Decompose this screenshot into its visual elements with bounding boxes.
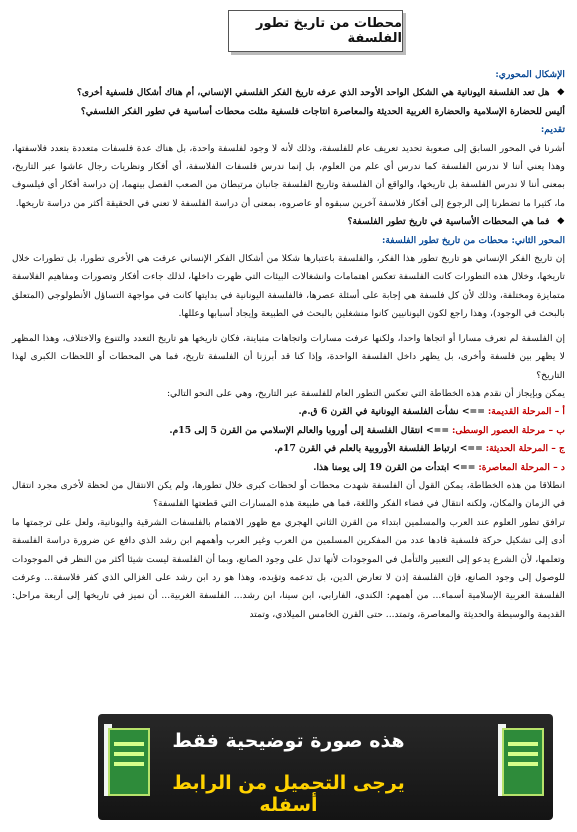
page-title: محطات من تاريخ تطور الفلسفة xyxy=(228,10,403,52)
intro-heading: تقديم: xyxy=(540,124,565,136)
phase-item xyxy=(12,422,565,440)
question-1-text: هل تعد الفلسفة اليونانية هي الشكل الواحد الأوحد الذي عرفه تاريخ الفكر الفلسفي الإنساني، أم هناك أشكال فلسفية أخرى؟ xyxy=(77,87,550,99)
book-right-icon xyxy=(498,724,544,796)
phase-text: ==> ارتباط الفلسفة الأوروبية بالعلم في القرن 17م. xyxy=(274,443,483,455)
phase-item xyxy=(12,459,565,477)
banner-notice-text: هذه صورة توضيحية فقط xyxy=(172,730,405,752)
phase-text: ==> انتقال الفلسفة إلى أوروبا والعالم الإسلامي من القرن 5 إلى 15م. xyxy=(169,424,450,436)
phase-item xyxy=(12,403,565,421)
document-body xyxy=(12,66,565,624)
phase-label: ج – المرحلة الحديثة: xyxy=(485,443,565,455)
intro-paragraph: أشرنا في المحور السابق إلى صعوبة تحديد تعريف عام للفلسفة، وذلك لأنه لا وجود لفلسفة واحدة، بل هناك عدة فلسفات متعددة بتعدد فلاسفتها، وهذا يعني أننا لا ندرس الفلسفة كما ندرس أي علم من العلوم، بل إنما ندرس فلسفات الفلاسفة، أي أفكار ونظريات رجال عاشوا عبر التاريخ، بمعنى أننا لا ندرس الفلسفة بل تاريخها، والواقع أن الفلسفة وتاريخ الفلسفة جانبان مرتبطان من الصعب الفصل بينهما، إن دراسة أفكار أي فيلسوف ما، كثيرا ما تضطرنا إلى الرجوع إلى أفكار فلاسفة آخرين سبقوه أو عاصروه، بمعنى أن دراسة الفلسفة لا تعني في الحقيقة أكثر من دراسة تاريخها. xyxy=(12,142,565,209)
banner-download-text: يرجى التحميل من الرابط أسفله xyxy=(172,772,405,816)
phase-text: ==> نشأت الفلسفة اليونانية في القرن 6 ق.م. xyxy=(298,406,485,418)
phase-label: أ – المرحلة القديمة: xyxy=(487,406,565,418)
phase-label: د – المرحلة المعاصرة: xyxy=(478,461,565,473)
book-left-icon xyxy=(104,724,150,796)
phase-label: ب – مرحلة العصور الوسطى: xyxy=(452,424,565,436)
axis2-paragraph-1: إن تاريخ الفكر الإنساني هو تاريخ تطور هذا الفكر، والفلسفة باعتبارها شكلا من أشكال الفكر الإنساني عرفت هي الأخرى تطورا، بل تطورات خلال تاريخها، وخلال هذه التطورات كانت الفلسفة تعكس اهتمامات وانشغالات البيئات التي ظهرت داخلها، لذلك جاءت أفكار وتصورات ومفاهيم الفلاسفة متمايزة ومختلفة، وذلك لأن كل فلسفة هي إجابة على أسئلة عصرها، فالفلسفة اليونانية في بدايتها كانت في مواجهة التساؤل الأنطولوجي (المتعلق بالبحث في الوجود)، وهذا راجع لكون اليونانيين كانوا منشغلين بالبحث في الطبيعة وإيجاد أسبابها وعللها. xyxy=(12,253,565,320)
central-question-1 xyxy=(12,84,565,102)
phase-text: ==> ابتدأت من القرن 19 إلى يومنا هذا. xyxy=(313,461,476,473)
axis2-paragraph-4: انطلاقا من هذه الخطاطة، يمكن القول أن الفلسفة شهدت محطات أو لحظات كبرى خلال تطورها، ولم يكن الانتقال من لحظة لأخرى مجرد انتقال في الزمان والمكان، ولكنه انتقال في فضاء الفكر واللغة، فما هي طبيعة هذه المسارات التي قطعتها الفلسفة؟ xyxy=(12,479,565,510)
diamond-bullet-icon: ❖ xyxy=(556,87,565,99)
intro-question xyxy=(12,213,565,231)
axis2-paragraph-3: يمكن وبإيجاز أن نقدم هذه الخطاطة التي تعكس التطور العام للفلسفة عبر التاريخ، وهي على النحو التالي: xyxy=(166,387,565,399)
central-question-2: أليس للحضارة الإسلامية والحضارة الغربية الحديثة والمعاصرة انتاجات فلسفية مثلت محطات أساسية في تطور الفكر الفلسفي؟ xyxy=(80,105,565,117)
intro-question-text: فما هي المحطات الأساسية في تاريخ تطور الفلسفة؟ xyxy=(347,216,550,228)
axis2-heading: المحور الثاني: محطات من تاريخ تطور الفلسفة: xyxy=(381,234,565,246)
axis2-paragraph-5: ترافق تطور العلوم عند العرب والمسلمين ابتداء من القرن الثاني الهجري مع ظهور الاهتمام بالفلسفات الشرقية واليونانية، ولعل على ترجمتها ما أدى إلى تشكيل حركة فلسفية قادها عدد من المفكرين المسلمين من العرب وغير العرب وأهمهم ابن رشد الذي دافع عن ضرورة دراسة الفلسفة وتعلمها، لأن الشرع يدعو إلى التعبير والتأمل في الموجودات لأنها تدل على وجود الصانع، وبما أن الفلسفة ليست شيئا أكثر من النظر في الموجودات للوصول إلى وجود الصانع، فإن الفلسفة إذن لا تعارض الدين، بل تدعمه وتؤيده، وهذا هو رد ابن رشد على الغزالي الذي كفر فلاسفة... وعرفت الفلسفة العربية الإسلامية أسماء... من أهمهم: الكندي، الفارابي، ابن سينا، ابن رشد... الفلسفة الغربية... أن نميز في تاريخها إلى أربعة مراحل: القديمة والوسيطة والحديثة والمعاصرة، وتمتد... حتى القرن الخامس الميلادي، وتمتد xyxy=(12,516,565,620)
phase-item xyxy=(12,440,565,458)
central-problem-heading: الإشكال المحوري: xyxy=(495,69,565,80)
axis2-paragraph-2: إن الفلسفة لم تعرف مسارا أو اتجاها واحدا، ولكنها عرفت مسارات واتجاهات متباينة، فكان تاريخها هو تاريخ التعدد والتنوع والاختلاف، وهذا المظهر لا يظهر بين فلسفة وأخرى، بل يظهر داخل الفلسفة الواحدة، وإذا كنا قد أبرزنا أن الفلسفة تاريخ، فما هي المحطات أو اللحظات الكبرى لهذا التاريخ؟ xyxy=(12,332,565,381)
diamond-bullet-icon: ❖ xyxy=(556,216,565,228)
